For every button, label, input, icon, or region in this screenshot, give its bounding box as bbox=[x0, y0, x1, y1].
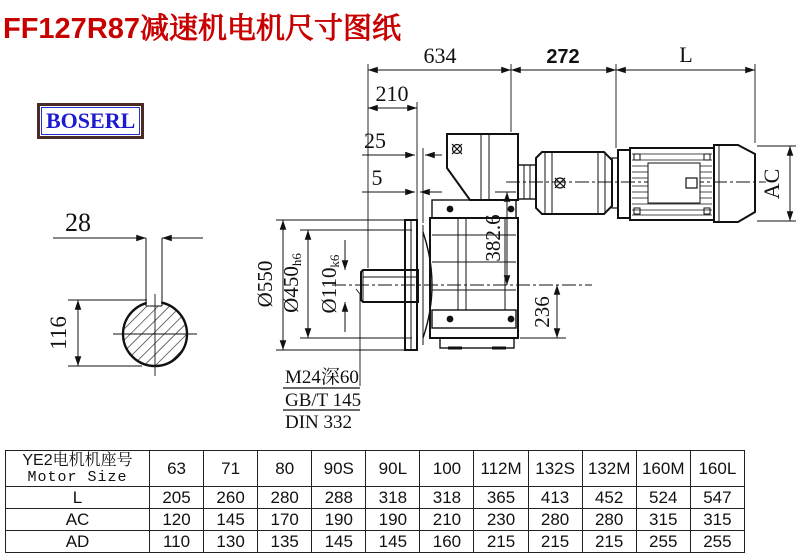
col-header: 80 bbox=[258, 451, 312, 487]
table-cell: 280 bbox=[258, 487, 312, 509]
col-header: 160L bbox=[690, 451, 744, 487]
motor-size-label-en: Motor Size bbox=[27, 468, 128, 486]
page-title: FF127R87减速机电机尺寸图纸 bbox=[3, 13, 402, 45]
table-cell: 145 bbox=[366, 531, 420, 553]
dim-116-label: 116 bbox=[46, 316, 71, 350]
adapter-bolt-symbol bbox=[555, 178, 565, 188]
dim-236-label: 236 bbox=[530, 296, 554, 328]
table-cell: 318 bbox=[366, 487, 420, 509]
table-cell: 318 bbox=[420, 487, 474, 509]
table-cell: 170 bbox=[258, 509, 312, 531]
dim-550-label: Ø550 bbox=[253, 260, 277, 308]
motor-size-table bbox=[5, 450, 745, 553]
table-cell: 215 bbox=[528, 531, 582, 553]
table-cell: 205 bbox=[150, 487, 204, 509]
table-cell: 145 bbox=[312, 531, 366, 553]
col-header: 112M bbox=[474, 451, 528, 487]
col-header: 160M bbox=[636, 451, 690, 487]
input-adapter bbox=[518, 152, 618, 214]
table-cell: 365 bbox=[474, 487, 528, 509]
col-header: 71 bbox=[204, 451, 258, 487]
col-header: 63 bbox=[150, 451, 204, 487]
table-cell: 215 bbox=[582, 531, 636, 553]
table-cell: 280 bbox=[582, 509, 636, 531]
table-cell: 288 bbox=[312, 487, 366, 509]
col-header: 90L bbox=[366, 451, 420, 487]
table-row-AD bbox=[6, 531, 745, 553]
table-cell: 413 bbox=[528, 487, 582, 509]
table-header-row bbox=[6, 451, 745, 487]
shaft-cross-section bbox=[53, 238, 203, 376]
table-row-AC bbox=[6, 509, 745, 531]
note-thread: M24深60 bbox=[285, 367, 359, 388]
table-cell: 130 bbox=[204, 531, 258, 553]
col-header: 132M bbox=[582, 451, 636, 487]
table-cell: 452 bbox=[582, 487, 636, 509]
table-cell: 255 bbox=[690, 531, 744, 553]
dim-450-label: Ø450h6 bbox=[279, 253, 304, 313]
dim-272-label: 272 bbox=[546, 46, 580, 68]
dim-28-label: 28 bbox=[65, 208, 91, 237]
table-cell: 255 bbox=[636, 531, 690, 553]
table-cell: 230 bbox=[474, 509, 528, 531]
dim-382-label: 382.6 bbox=[481, 214, 505, 262]
table-cell: 135 bbox=[258, 531, 312, 553]
dimension-lines bbox=[276, 64, 796, 410]
boserl-logo-text: BOSERL bbox=[41, 107, 140, 135]
table-cell: 210 bbox=[420, 509, 474, 531]
col-header: 90S bbox=[312, 451, 366, 487]
housing-bolt-symbol bbox=[452, 144, 462, 154]
table-cell: 280 bbox=[528, 509, 582, 531]
dim-210-label: 210 bbox=[375, 81, 409, 106]
table-cell: 547 bbox=[690, 487, 744, 509]
dim-634-label: 634 bbox=[423, 43, 457, 68]
table-header-motor-size bbox=[6, 451, 150, 487]
table-cell: 260 bbox=[204, 487, 258, 509]
row-label: L bbox=[6, 487, 150, 509]
table-cell: 315 bbox=[636, 509, 690, 531]
motor bbox=[618, 145, 755, 222]
shaft-end-notes bbox=[285, 366, 361, 433]
table-cell: 315 bbox=[690, 509, 744, 531]
dim-AC-label: AC bbox=[759, 168, 784, 200]
dim-25-label: 25 bbox=[364, 128, 386, 153]
dim-L-label: L bbox=[679, 42, 693, 67]
row-label: AC bbox=[6, 509, 150, 531]
table-row-L bbox=[6, 487, 745, 509]
table-cell: 190 bbox=[312, 509, 366, 531]
motor-size-label-cn: YE2电机机座号 bbox=[22, 451, 133, 469]
col-header: 132S bbox=[528, 451, 582, 487]
note-din: DIN 332 bbox=[285, 412, 353, 433]
table-cell: 524 bbox=[636, 487, 690, 509]
table-cell: 110 bbox=[150, 531, 204, 553]
table-cell: 120 bbox=[150, 509, 204, 531]
table-cell: 145 bbox=[204, 509, 258, 531]
dim-110-label: Ø110k6 bbox=[317, 254, 342, 314]
row-label: AD bbox=[6, 531, 150, 553]
note-gbt: GB/T 145 bbox=[285, 390, 362, 411]
col-header: 100 bbox=[420, 451, 474, 487]
table-cell: 160 bbox=[420, 531, 474, 553]
table-cell: 190 bbox=[366, 509, 420, 531]
table-cell: 215 bbox=[474, 531, 528, 553]
dim-5-label: 5 bbox=[371, 165, 383, 190]
